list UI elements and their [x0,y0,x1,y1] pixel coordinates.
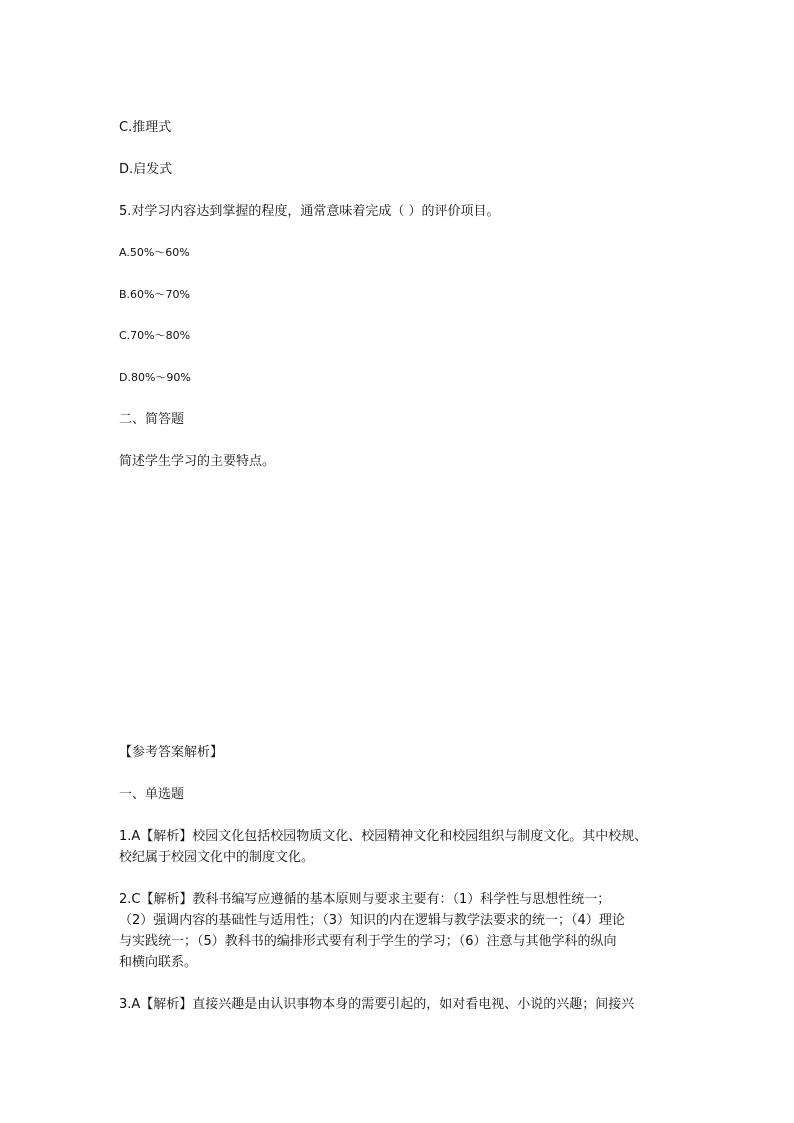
answer-3 [119,994,689,1015]
answer-3-line: 3.A【解析】直接兴趣是由认识事物本身的需要引起的，如对看电视、小说的兴趣；间接兴 [119,997,635,1012]
section-heading-short-answer: 二、简答题 [119,412,185,427]
q5-option-c: C.70%～80% [119,329,191,342]
question-5-stem: 5.对学习内容达到掌握的程度，通常意味着完成（ ）的评价项目。 [119,204,500,219]
answer-2-line: 和横向联系。 [119,955,198,970]
answer-2-line: 2.C【解析】教科书编写应遵循的基本原则与要求主要有：（1）科学性与思想性统一； [119,892,611,907]
answer-2-line: 与实践统一；（5）教科书的编排形式要有利于学生的学习；（6）注意与其他学科的纵向 [119,934,617,949]
q5-option-a: A.50%～60% [119,246,190,259]
answer-2 [119,889,689,973]
short-answer-question: 简述学生学习的主要特点。 [119,454,276,469]
answer-1-line: 校纪属于校园文化中的制度文化。 [119,850,315,865]
option-c-q4: C.推理式 [119,120,172,135]
answer-1-line: 1.A【解析】校园文化包括校园物质文化、校园精神文化和校园组织与制度文化。其中校规、 [119,829,648,844]
answer-1 [119,826,689,868]
answer-key-heading: 【参考答案解析】 [119,745,224,760]
answer-2-line: （2）强调内容的基础性与适用性；（3）知识的内在逻辑与教学法要求的统一；（4）理论 [119,913,625,928]
q5-option-d: D.80%～90% [119,371,191,384]
section-heading-single-choice: 一、单选题 [119,787,185,802]
q5-option-b: B.60%～70% [119,288,190,301]
option-d-q4: D.启发式 [119,162,173,177]
